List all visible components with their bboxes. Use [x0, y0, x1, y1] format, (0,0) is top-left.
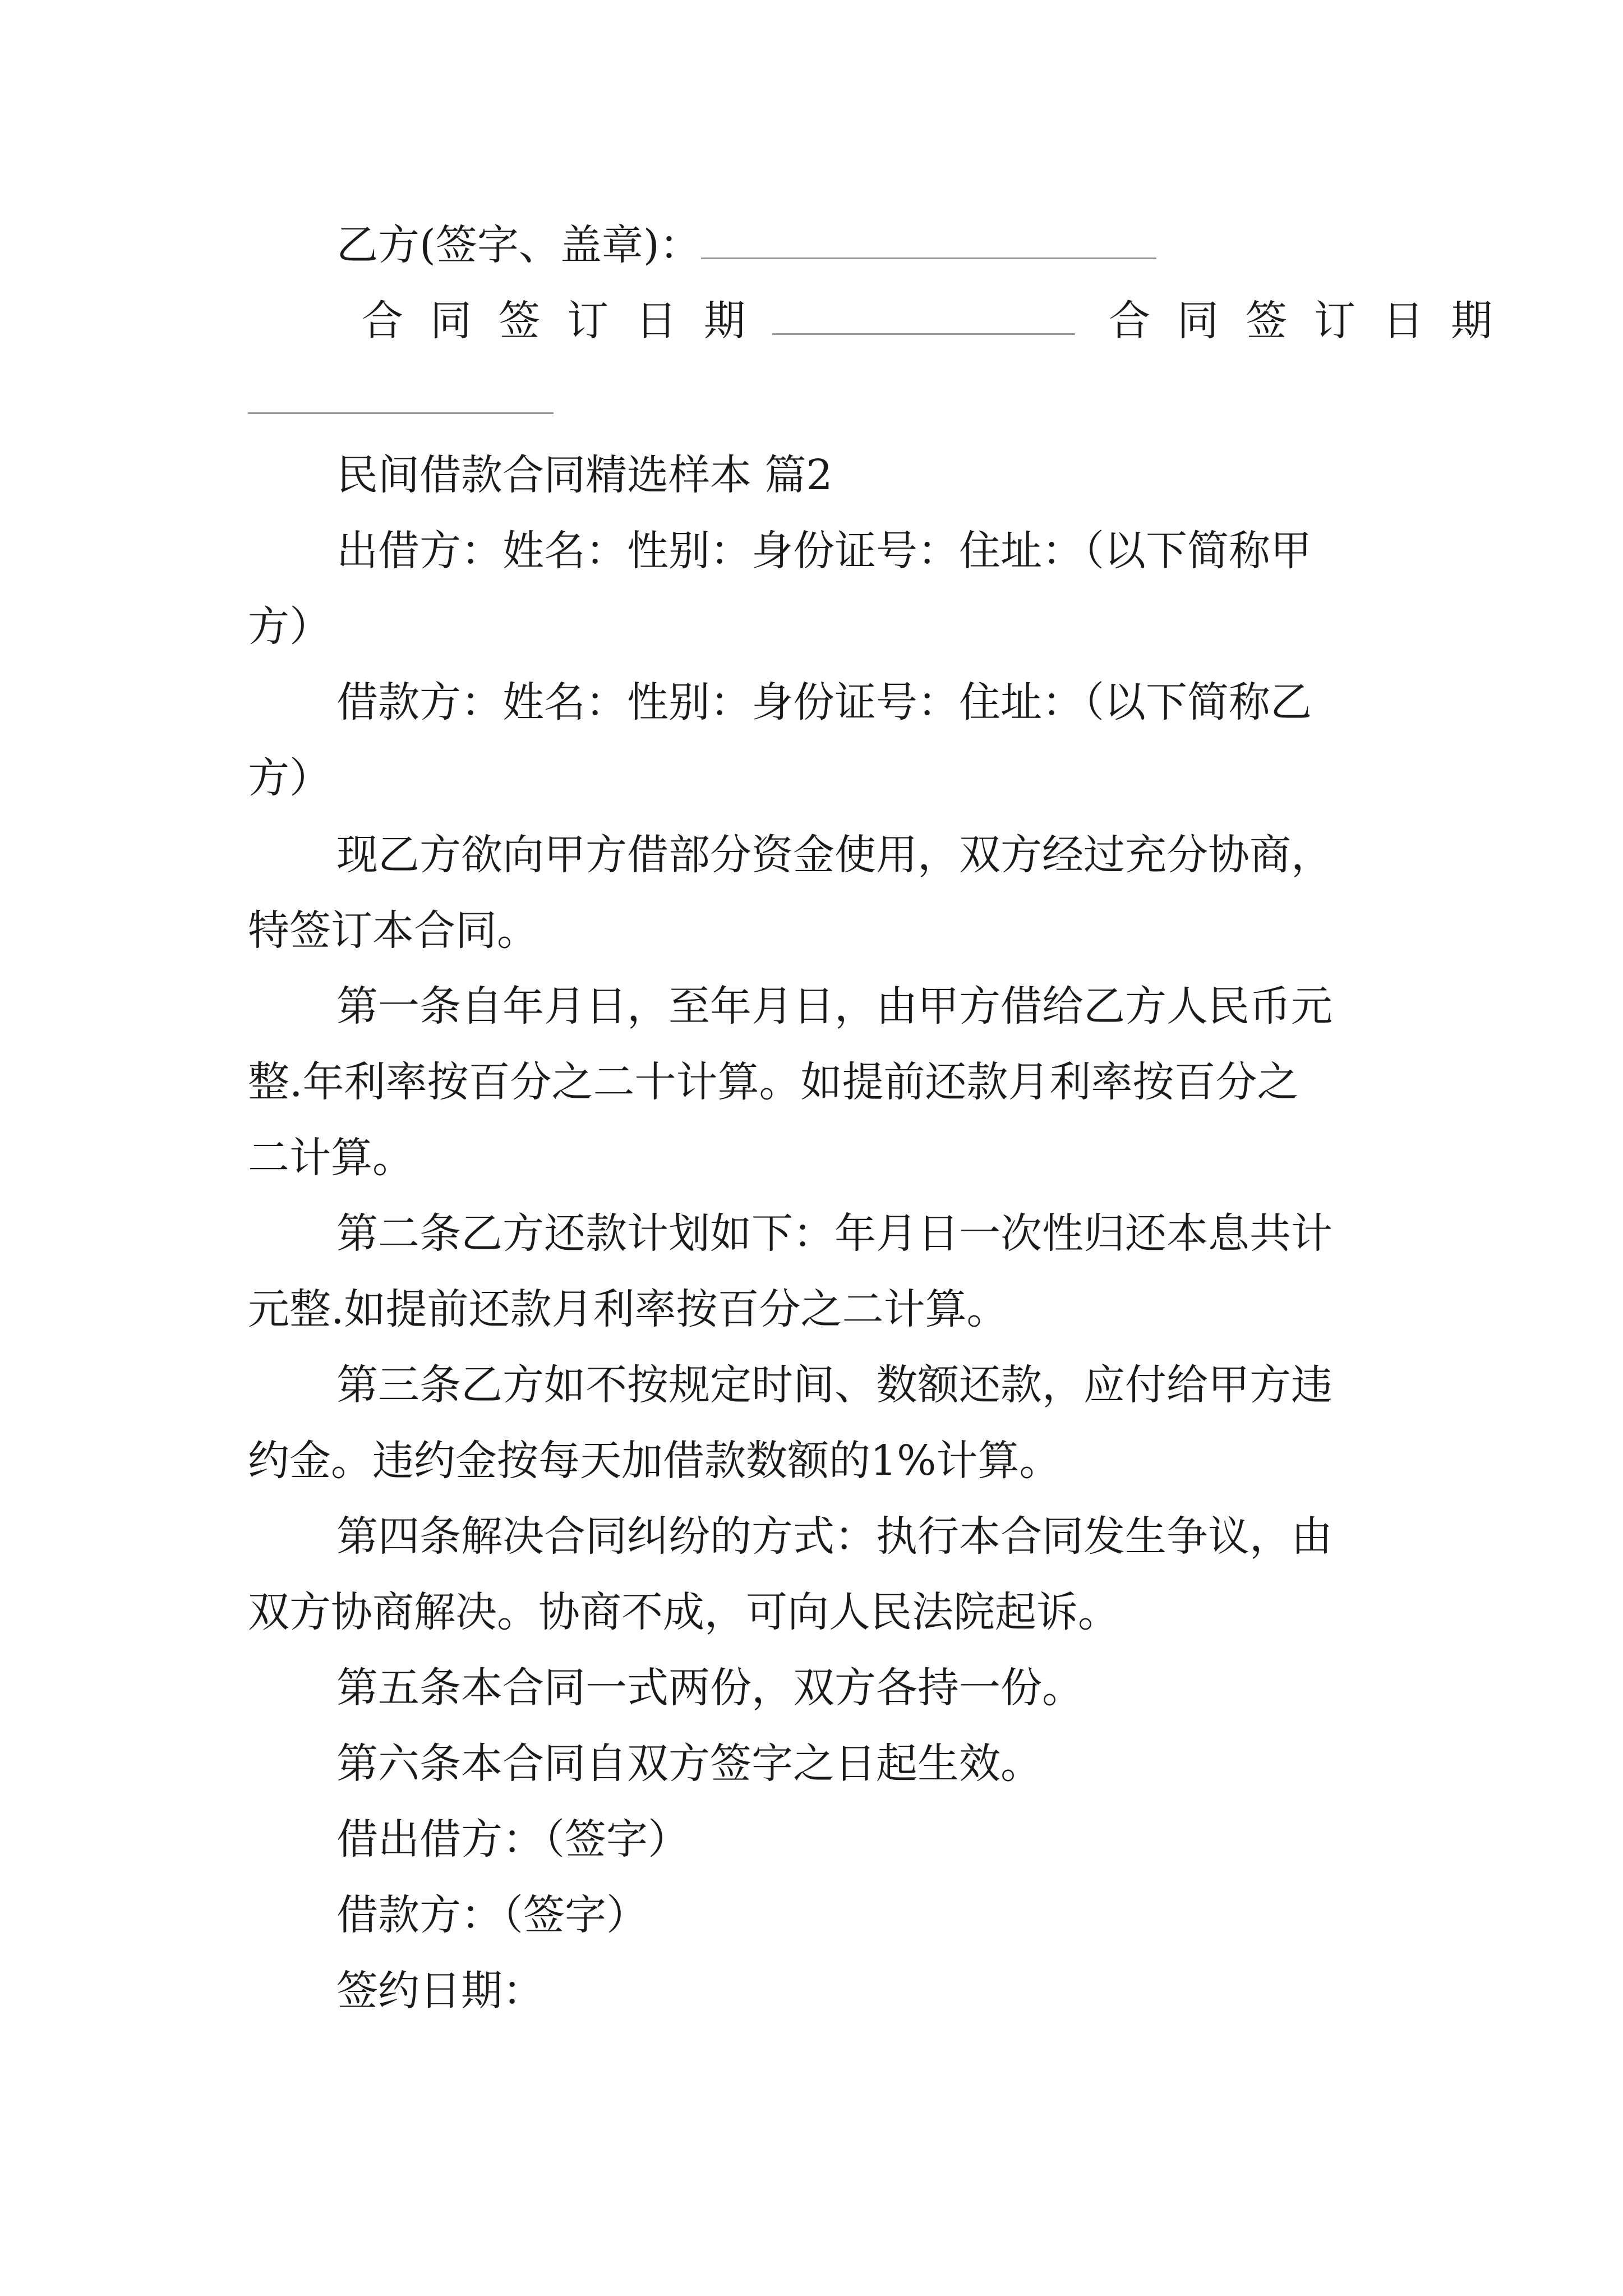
- article-3-line-2: 约金。违约金按每天加借款数额的1%计算。: [248, 1437, 1061, 1485]
- article-4-line-1: 第四条解决合同纠纷的方式：执行本合同发生争议，由: [336, 1512, 1332, 1561]
- lender-info-line-2: 方）: [248, 602, 331, 651]
- signing-date-label: 签约日期：: [336, 1967, 544, 2015]
- sign-date-label-1: 合同签订日期: [362, 297, 772, 345]
- sign-date-line: [362, 297, 1519, 345]
- intro-line-2: 特签订本合同。: [248, 907, 538, 955]
- lender-signature: 借出借方：（签字）: [336, 1815, 689, 1864]
- article-6: 第六条本合同自双方签字之日起生效。: [336, 1740, 1042, 1788]
- party-b-signature-blank: [701, 257, 1156, 259]
- party-b-signature-line: [336, 221, 1156, 269]
- borrower-signature: 借款方：（签字）: [336, 1891, 648, 1939]
- article-2-line-2: 元整.如提前还款月利率按百分之二计算。: [248, 1285, 1008, 1333]
- borrower-info-line-2: 方）: [248, 754, 331, 802]
- article-1-line-2: 整.年利率按百分之二十计算。如提前还款月利率按百分之: [248, 1058, 1299, 1106]
- borrower-info-line-1: 借款方：姓名：性别：身份证号：住址：（以下简称乙: [336, 678, 1312, 726]
- sign-date-blank-1: [772, 333, 1075, 335]
- sign-date-label-2: 合同签订日期: [1109, 297, 1519, 345]
- section-title: 民间借款合同精选样本 篇2: [336, 451, 833, 499]
- article-1-line-3: 二计算。: [248, 1134, 414, 1182]
- article-1-line-1: 第一条自年月日，至年月日，由甲方借给乙方人民币元: [336, 982, 1332, 1030]
- article-5: 第五条本合同一式两份，双方各持一份。: [336, 1664, 1083, 1712]
- article-2-line-1: 第二条乙方还款计划如下：年月日一次性归还本息共计: [336, 1209, 1332, 1258]
- lender-info-line-1: 出借方：姓名：性别：身份证号：住址：（以下简称甲: [336, 527, 1312, 575]
- article-4-line-2: 双方协商解决。协商不成，可向人民法院起诉。: [248, 1588, 1119, 1636]
- intro-line-1: 现乙方欲向甲方借部分资金使用，双方经过充分协商，: [336, 831, 1332, 879]
- party-b-signature-label: 乙方(签字、盖章)：: [336, 221, 701, 269]
- article-3-line-1: 第三条乙方如不按规定时间、数额还款，应付给甲方违: [336, 1361, 1332, 1409]
- sign-date-blank-2: [248, 412, 554, 414]
